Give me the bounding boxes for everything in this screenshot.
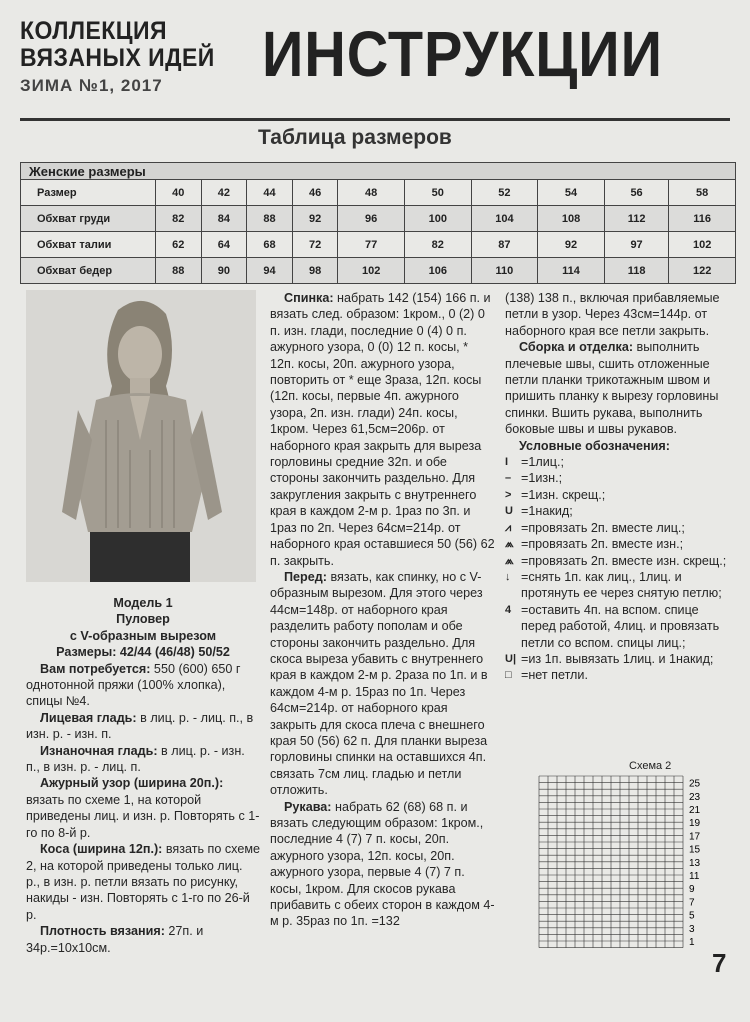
row-label: Обхват груди [21, 206, 156, 232]
cell: 82 [404, 232, 471, 258]
paragraph-text: вязать, как спинку, но с V-образным вырезом. Для этого через 44см=148р. от наборного края разделить работу пополам и обе стороны закончить раздельно. Для скоса выреза убавить с внутреннего края в каждом 2-м р. 2раза по 1п. и в каждом 4-м р. 15раз по 1п. Через 64см=214р. от наборного края закрыть для скоса плеча с внешнего края 50 (56) 62 п. Для планки выреза горловины спинки на оставшихся 4п. связать 7см лиц. гладью и петли отложить. [270, 569, 488, 798]
paragraph-heading: Коса (ширина 12п.): [40, 842, 163, 857]
paragraph [26, 923, 260, 956]
paragraph [26, 661, 260, 710]
schema-title: Схема 2 [629, 760, 672, 772]
paragraph-text: 27п. и 34р.=10х10см. [26, 924, 204, 955]
column-3 [505, 290, 727, 684]
paragraph-heading: Рукава: [284, 799, 332, 814]
legend-text: =провязать 2п. вместе лиц.; [521, 520, 685, 535]
page-number: 7 [712, 948, 727, 978]
magazine-title-line1: КОЛЛЕКЦИЯ [20, 17, 168, 45]
cell: 44 [247, 180, 293, 206]
header-left [20, 18, 250, 96]
legend-text: =1лиц.; [521, 455, 564, 470]
cable-4-icon: 4 [505, 603, 512, 616]
legend-text: =1накид; [521, 504, 573, 519]
paragraph [270, 290, 495, 569]
issue-label: ЗИМА №1, 2017 [20, 76, 163, 95]
cell: 82 [156, 206, 202, 232]
cell: 100 [404, 206, 471, 232]
paragraph-text: набрать 142 (154) 166 п. и вязать след. образом: 1кром., 0 (2) 0 п. изн. глади, последние 0 (4) 0 п. ажурного узора, 0 (0) 12 п. косы, * 12п. косы, 20п. ажурного узора, повторить от * еще 3раза, 12п. косы (12п. косы, первые 4п. ажурного узора, 2п. изн. глади) 24п. косы, 1кром. Через 61,5см=206р. от наборного края закрыть для выреза горловины средние 32п. и обе стороны закончить раздельно. Для закругления закрыть с внутреннего края в каждом 2-м р. 1раз по 3п. и 1раз по 2п. Через 64см=214р. от наборного края оставшиеся 50 (56) 62 п. закрыть. [270, 291, 495, 568]
row-label: Обхват талии [21, 232, 156, 258]
paragraph-heading: Спинка: [284, 291, 334, 305]
row-number: 5 [689, 910, 695, 922]
cell: 98 [292, 258, 338, 284]
cell: 58 [669, 180, 736, 206]
legend-item [505, 487, 727, 503]
table-title: Таблица размеров [258, 126, 452, 149]
yarn-over-icon: U [505, 505, 513, 518]
cell: 64 [201, 232, 247, 258]
cell: 42 [201, 180, 247, 206]
model-photo [26, 290, 256, 582]
paragraph-heading: Плотность вязания: [40, 924, 165, 939]
k2tog-icon: ⩘ [505, 521, 512, 534]
cell: 50 [404, 180, 471, 206]
paragraph [26, 841, 260, 923]
cell: 112 [604, 206, 669, 232]
knitting-chart-schema-2 [537, 758, 727, 948]
model-subtitle: с V-образным вырезом [69, 628, 217, 643]
row-number: 19 [689, 818, 701, 830]
row-label: Размер [21, 180, 156, 206]
cell: 52 [471, 180, 538, 206]
row-number: 7 [689, 897, 695, 909]
row-number: 17 [689, 831, 701, 843]
row-number: 13 [689, 857, 701, 869]
cell: 84 [201, 206, 247, 232]
cell: 68 [247, 232, 293, 258]
table-row [21, 206, 736, 232]
column-2 [270, 290, 495, 930]
paragraph-heading: Изнаночная гладь: [40, 743, 158, 758]
table-caption: Женские размеры [21, 163, 736, 180]
cell: 97 [604, 232, 669, 258]
legend-text: =из 1п. вывязать 1лиц. и 1накид; [521, 651, 714, 666]
row-number: 9 [689, 884, 695, 896]
legend-item [505, 569, 727, 602]
legend-text: =снять 1п. как лиц., 1лиц. и протянуть ее через снятую петлю; [521, 569, 722, 601]
paragraph [505, 339, 727, 437]
cell: 110 [471, 258, 538, 284]
legend-item [505, 602, 727, 651]
cell: 102 [338, 258, 405, 284]
cell: 122 [669, 258, 736, 284]
paragraph-text: вязать по схеме 2, на которой приведены только лиц. р., в изн. р. петли вязать по рисунку, накиды - изн. Повторять с 1-го по 26-й р. [26, 842, 260, 922]
paragraph-heading: Перед: [284, 569, 327, 584]
legend-title: Условные обозначения: [519, 438, 670, 453]
cell: 114 [538, 258, 605, 284]
legend-item [505, 651, 727, 667]
table-row [21, 258, 736, 284]
legend-text: =нет петли. [521, 668, 588, 683]
cell: 72 [292, 232, 338, 258]
slip-knit-pass-icon: ↓ [505, 570, 511, 583]
row-label: Обхват бедер [21, 258, 156, 284]
cell: 90 [201, 258, 247, 284]
column-1 [26, 595, 260, 956]
paragraph-heading: Вам потребуется: [40, 661, 151, 676]
legend-item [505, 503, 727, 519]
cell: 92 [538, 232, 605, 258]
row-number: 23 [689, 791, 701, 803]
paragraph [270, 799, 495, 930]
twisted-purl-icon: > [505, 488, 512, 501]
cell: 106 [404, 258, 471, 284]
paragraph [26, 743, 260, 776]
row-number: 15 [689, 844, 701, 856]
table-row [21, 180, 736, 206]
cell: 54 [538, 180, 605, 206]
paragraph-text: вязать по схеме 1, на которой приведены лиц. и изн. р. Повторять с 1-го по 8-й р. [26, 792, 260, 840]
paragraph-heading: Ажурный узор (ширина 20п.): [40, 776, 224, 791]
paragraph-text: в лиц. р. - лиц. п., в изн. р. - изн. п. [26, 710, 254, 742]
schema-grid [539, 776, 683, 948]
row-number: 1 [689, 937, 695, 948]
knit-symbol-icon: I [505, 456, 509, 469]
paragraph-text: набрать 62 (68) 68 п. и вязать следующим образом: 1кром., последние 4 (7) 7 п. косы, 20п. ажурного узора, 12п. косы, 20п. ажурного узора, первые 4 (7) 7 п. косы, 1кром. Для скосов рукава прибавить с обеих сторон в каждом 4-м р. 35раз по 1п. =132 [270, 799, 495, 929]
model-name: Пуловер [116, 612, 170, 627]
legend-item [505, 454, 727, 470]
paragraph-heading: Лицевая гладь: [40, 710, 137, 725]
legend-item [505, 553, 727, 569]
cell: 48 [338, 180, 405, 206]
legend-text: =оставить 4п. на вспом. спице перед работой, 4лиц. и провязать петли со вспом. спицы лиц.; [521, 602, 720, 650]
model-title: Модель 1 [113, 596, 173, 610]
model-sizes: Размеры: 42/44 (46/48) 50/52 [56, 645, 230, 660]
legend-text: =провязать 2п. вместе изн. скрещ.; [521, 553, 727, 568]
no-stitch-icon: □ [505, 669, 512, 682]
knit-yo-icon: U| [505, 652, 517, 665]
cell: 62 [156, 232, 202, 258]
cell: 56 [604, 180, 669, 206]
cell: 116 [669, 206, 736, 232]
paragraph-text: в лиц. р. - изн. п., в изн. р. - лиц. п. [26, 743, 245, 775]
p2tog-icon: ⩕ [505, 538, 514, 551]
legend-item [505, 536, 727, 552]
row-number: 21 [689, 805, 701, 816]
p2tog-tbl-icon: ⩕ [505, 554, 514, 567]
schema-row-numbers [689, 779, 701, 948]
magazine-title-line2: ВЯЗАНЫХ ИДЕЙ [20, 44, 215, 72]
cell: 102 [669, 232, 736, 258]
legend-item [505, 470, 727, 486]
cell: 77 [338, 232, 405, 258]
cell: 94 [247, 258, 293, 284]
row-number: 25 [689, 778, 701, 790]
cell: 118 [604, 258, 669, 284]
paragraph [26, 775, 260, 841]
paragraph [26, 710, 260, 743]
legend-item [505, 667, 727, 683]
cell: 40 [156, 180, 202, 206]
paragraph-text: 550 (600) 650 г однотонной пряжи (100% хлопка), спицы №4. [26, 661, 241, 709]
cell: 88 [247, 206, 293, 232]
woman-in-pullover-image [26, 290, 256, 582]
size-table [20, 162, 736, 284]
legend-text: =провязать 2п. вместе изн.; [521, 537, 684, 552]
continued-text: (138) 138 п., включая прибавляемые петли в узор. Через 43см=144р. от наборного края все петли закрыть. [505, 291, 720, 338]
paragraph-heading: Сборка и отделка: [519, 340, 634, 355]
paragraph [270, 569, 495, 799]
cell: 92 [292, 206, 338, 232]
purl-symbol-icon: – [505, 472, 512, 485]
row-number: 3 [689, 923, 695, 935]
row-number: 11 [689, 871, 700, 882]
cell: 104 [471, 206, 538, 232]
cell: 46 [292, 180, 338, 206]
header-divider [20, 118, 730, 121]
legend-text: =1изн.; [521, 471, 563, 486]
paragraph-text: выполнить плечевые швы, сшить отложенные петли планки трикотажным швом и пришить планку к вырезу горловины спинки. Вшить рукава, выполнить боковые швы и швы рукавов. [505, 340, 719, 437]
legend-item [505, 520, 727, 536]
cell: 88 [156, 258, 202, 284]
cell: 96 [338, 206, 405, 232]
table-row [21, 232, 736, 258]
legend-text: =1изн. скрещ.; [521, 487, 606, 502]
cell: 108 [538, 206, 605, 232]
cell: 87 [471, 232, 538, 258]
section-title: ИНСТРУКЦИИ [262, 18, 663, 90]
legend-list [505, 454, 727, 684]
